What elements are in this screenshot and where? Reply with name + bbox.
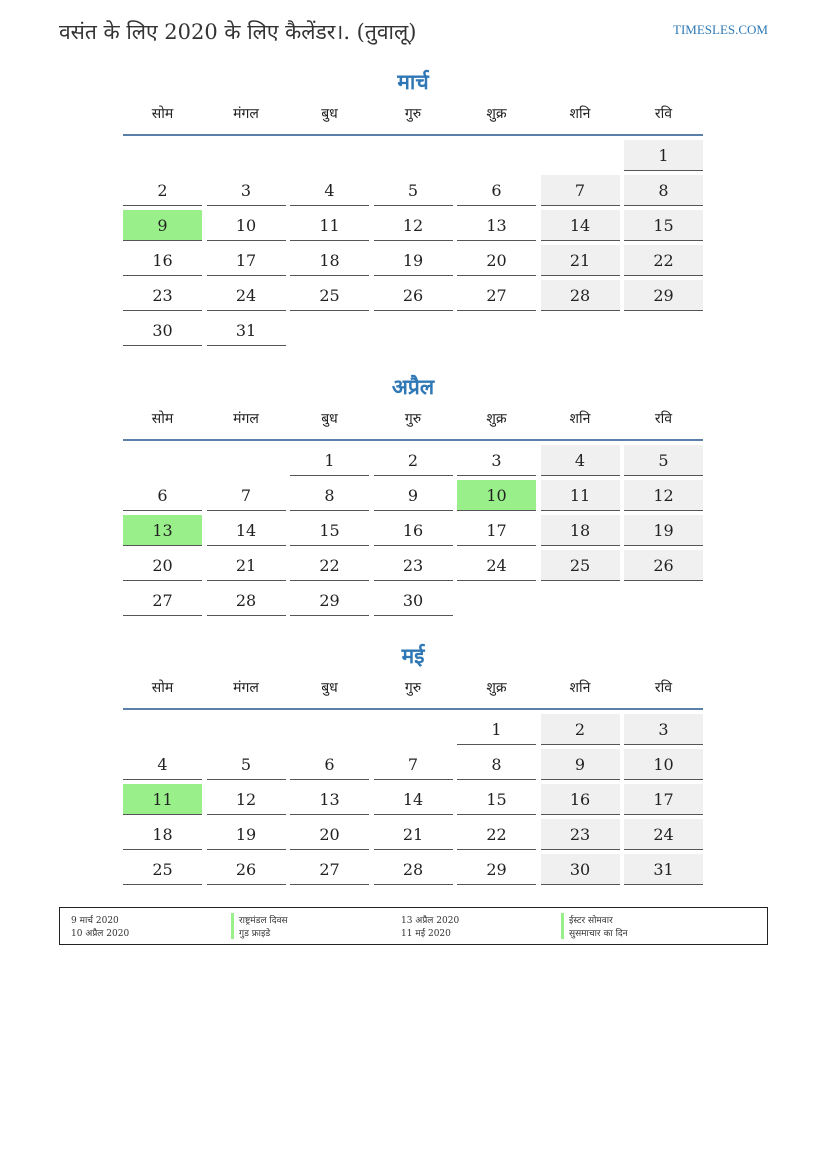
- weekday-label: मंगल: [233, 680, 259, 696]
- weekday-label: शुक्र: [486, 680, 507, 696]
- day-cell[interactable]: 8: [290, 480, 369, 511]
- day-cell[interactable]: 2: [123, 175, 202, 206]
- empty-cell: [290, 714, 369, 745]
- day-grid: [123, 714, 703, 885]
- day-cell[interactable]: 19: [374, 245, 453, 276]
- day-cell[interactable]: 21: [541, 245, 620, 276]
- month-may: [123, 642, 703, 885]
- day-cell[interactable]: 26: [624, 550, 703, 581]
- day-cell[interactable]: 29: [290, 585, 369, 616]
- day-cell[interactable]: 1: [624, 140, 703, 171]
- weekday-label: गुरु: [404, 680, 422, 696]
- day-cell[interactable]: 9: [374, 480, 453, 511]
- day-cell[interactable]: 22: [457, 819, 536, 850]
- empty-cell: [457, 140, 536, 171]
- day-cell[interactable]: 24: [457, 550, 536, 581]
- empty-cell: [374, 140, 453, 171]
- day-cell[interactable]: 29: [624, 280, 703, 311]
- weekday-label: शनि: [569, 680, 591, 696]
- empty-cell: [207, 714, 286, 745]
- day-cell[interactable]: 27: [457, 280, 536, 311]
- day-cell[interactable]: 16: [123, 245, 202, 276]
- day-cell[interactable]: 8: [457, 749, 536, 780]
- day-cell[interactable]: 20: [290, 819, 369, 850]
- weekday-label: सोम: [151, 680, 174, 696]
- day-cell[interactable]: 28: [374, 854, 453, 885]
- day-cell[interactable]: 13: [457, 210, 536, 241]
- day-cell[interactable]: 18: [541, 515, 620, 546]
- holiday-day-cell[interactable]: 10: [457, 480, 536, 511]
- day-cell[interactable]: 7: [374, 749, 453, 780]
- day-cell[interactable]: 17: [624, 784, 703, 815]
- day-cell[interactable]: 2: [541, 714, 620, 745]
- empty-cell: [207, 140, 286, 171]
- empty-cell: [123, 140, 202, 171]
- holiday-day-cell[interactable]: 9: [123, 210, 202, 241]
- day-cell[interactable]: 22: [290, 550, 369, 581]
- day-cell[interactable]: 26: [207, 854, 286, 885]
- day-cell[interactable]: 30: [374, 585, 453, 616]
- day-cell[interactable]: 22: [624, 245, 703, 276]
- day-cell[interactable]: 6: [290, 749, 369, 780]
- day-cell[interactable]: 20: [457, 245, 536, 276]
- day-cell[interactable]: 15: [624, 210, 703, 241]
- empty-cell: [541, 140, 620, 171]
- legend-date: 9 मार्च 2020: [71, 916, 119, 926]
- month-title: मई: [401, 643, 425, 668]
- day-cell[interactable]: 28: [541, 280, 620, 311]
- day-cell[interactable]: 9: [541, 749, 620, 780]
- day-cell[interactable]: 18: [123, 819, 202, 850]
- day-cell[interactable]: 16: [374, 515, 453, 546]
- empty-cell: [123, 445, 202, 476]
- day-cell[interactable]: 10: [207, 210, 286, 241]
- day-cell[interactable]: 14: [374, 784, 453, 815]
- day-cell[interactable]: 3: [457, 445, 536, 476]
- day-cell[interactable]: 29: [457, 854, 536, 885]
- day-cell[interactable]: 4: [290, 175, 369, 206]
- holiday-day-cell[interactable]: 13: [123, 515, 202, 546]
- day-grid: [123, 445, 703, 616]
- day-cell[interactable]: 16: [541, 784, 620, 815]
- day-cell[interactable]: 25: [123, 854, 202, 885]
- weekday-header: [123, 104, 703, 136]
- empty-cell: [207, 445, 286, 476]
- day-cell[interactable]: 15: [457, 784, 536, 815]
- legend-item: [71, 913, 288, 926]
- day-cell[interactable]: 12: [207, 784, 286, 815]
- weekday-label: रवि: [654, 680, 673, 696]
- weekday-label: रवि: [654, 106, 673, 122]
- day-cell[interactable]: 12: [374, 210, 453, 241]
- day-cell[interactable]: 11: [541, 480, 620, 511]
- day-cell[interactable]: 14: [207, 515, 286, 546]
- weekday-label: सोम: [151, 411, 174, 427]
- day-cell[interactable]: 24: [624, 819, 703, 850]
- legend-date: 13 अप्रैल 2020: [401, 916, 460, 926]
- month-title: मार्च: [397, 69, 429, 94]
- page-title: वसंत के लिए 2020 के लिए कैलेंडर।. (तुवालू): [59, 20, 417, 44]
- month-title: अप्रैल: [391, 374, 435, 399]
- weekday-label: शुक्र: [486, 106, 507, 122]
- legend-holiday-name: ईस्टर सोमवार: [561, 913, 613, 926]
- day-cell[interactable]: 14: [541, 210, 620, 241]
- day-cell[interactable]: 24: [207, 280, 286, 311]
- day-cell[interactable]: 5: [374, 175, 453, 206]
- weekday-label: गुरु: [404, 411, 422, 427]
- day-cell[interactable]: 23: [123, 280, 202, 311]
- legend-item: [401, 926, 628, 939]
- day-cell[interactable]: 30: [541, 854, 620, 885]
- day-cell[interactable]: 4: [541, 445, 620, 476]
- weekday-label: शनि: [569, 411, 591, 427]
- day-cell[interactable]: 13: [290, 784, 369, 815]
- day-cell[interactable]: 20: [123, 550, 202, 581]
- day-cell[interactable]: 3: [624, 714, 703, 745]
- day-cell[interactable]: 7: [541, 175, 620, 206]
- weekday-label: मंगल: [233, 106, 259, 122]
- day-cell[interactable]: 5: [207, 749, 286, 780]
- day-cell[interactable]: 3: [207, 175, 286, 206]
- day-cell[interactable]: 31: [207, 315, 286, 346]
- day-cell[interactable]: 19: [207, 819, 286, 850]
- day-cell[interactable]: 25: [541, 550, 620, 581]
- day-cell[interactable]: 15: [290, 515, 369, 546]
- weekday-header: [123, 678, 703, 710]
- day-cell[interactable]: 5: [624, 445, 703, 476]
- day-cell[interactable]: 25: [290, 280, 369, 311]
- site-link[interactable]: TIMESLES.COM: [673, 22, 768, 37]
- weekday-label: मंगल: [233, 411, 259, 427]
- page-header: [59, 18, 768, 48]
- month-march: [123, 68, 703, 346]
- day-cell[interactable]: 27: [123, 585, 202, 616]
- day-grid: [123, 140, 703, 346]
- weekday-label: बुध: [321, 680, 338, 696]
- day-cell[interactable]: 8: [624, 175, 703, 206]
- day-cell[interactable]: 28: [207, 585, 286, 616]
- day-cell[interactable]: 10: [624, 749, 703, 780]
- holiday-day-cell[interactable]: 11: [123, 784, 202, 815]
- day-cell[interactable]: 26: [374, 280, 453, 311]
- day-cell[interactable]: 19: [624, 515, 703, 546]
- day-cell[interactable]: 21: [207, 550, 286, 581]
- legend-holiday-name: राष्ट्रमंडल दिवस: [231, 913, 288, 926]
- day-cell[interactable]: 1: [290, 445, 369, 476]
- day-cell[interactable]: 12: [624, 480, 703, 511]
- legend-item: [401, 913, 613, 926]
- day-cell[interactable]: 27: [290, 854, 369, 885]
- weekday-label: बुध: [321, 411, 338, 427]
- legend-date: 10 अप्रैल 2020: [71, 929, 130, 939]
- empty-cell: [290, 140, 369, 171]
- weekday-label: सोम: [151, 106, 174, 122]
- day-cell[interactable]: 4: [123, 749, 202, 780]
- weekday-header: [123, 409, 703, 441]
- day-cell[interactable]: 6: [457, 175, 536, 206]
- day-cell[interactable]: 1: [457, 714, 536, 745]
- day-cell[interactable]: 17: [457, 515, 536, 546]
- weekday-label: शुक्र: [486, 411, 507, 427]
- legend-date: 11 मई 2020: [401, 929, 451, 939]
- weekday-label: गुरु: [404, 106, 422, 122]
- day-cell[interactable]: 30: [123, 315, 202, 346]
- day-cell[interactable]: 18: [290, 245, 369, 276]
- day-cell[interactable]: 23: [374, 550, 453, 581]
- month-april: [123, 373, 703, 616]
- day-cell[interactable]: 7: [207, 480, 286, 511]
- empty-cell: [123, 714, 202, 745]
- day-cell[interactable]: 23: [541, 819, 620, 850]
- legend-holiday-name: सुसमाचार का दिन: [561, 926, 628, 939]
- day-cell[interactable]: 17: [207, 245, 286, 276]
- weekday-label: रवि: [654, 411, 673, 427]
- day-cell[interactable]: 2: [374, 445, 453, 476]
- day-cell[interactable]: 6: [123, 480, 202, 511]
- weekday-label: शनि: [569, 106, 591, 122]
- legend-holiday-name: गुड फ्राइडे: [231, 926, 270, 939]
- empty-cell: [374, 714, 453, 745]
- legend-item: [71, 926, 270, 939]
- day-cell[interactable]: 11: [290, 210, 369, 241]
- holiday-legend: [59, 907, 768, 945]
- day-cell[interactable]: 31: [624, 854, 703, 885]
- day-cell[interactable]: 21: [374, 819, 453, 850]
- weekday-label: बुध: [321, 106, 338, 122]
